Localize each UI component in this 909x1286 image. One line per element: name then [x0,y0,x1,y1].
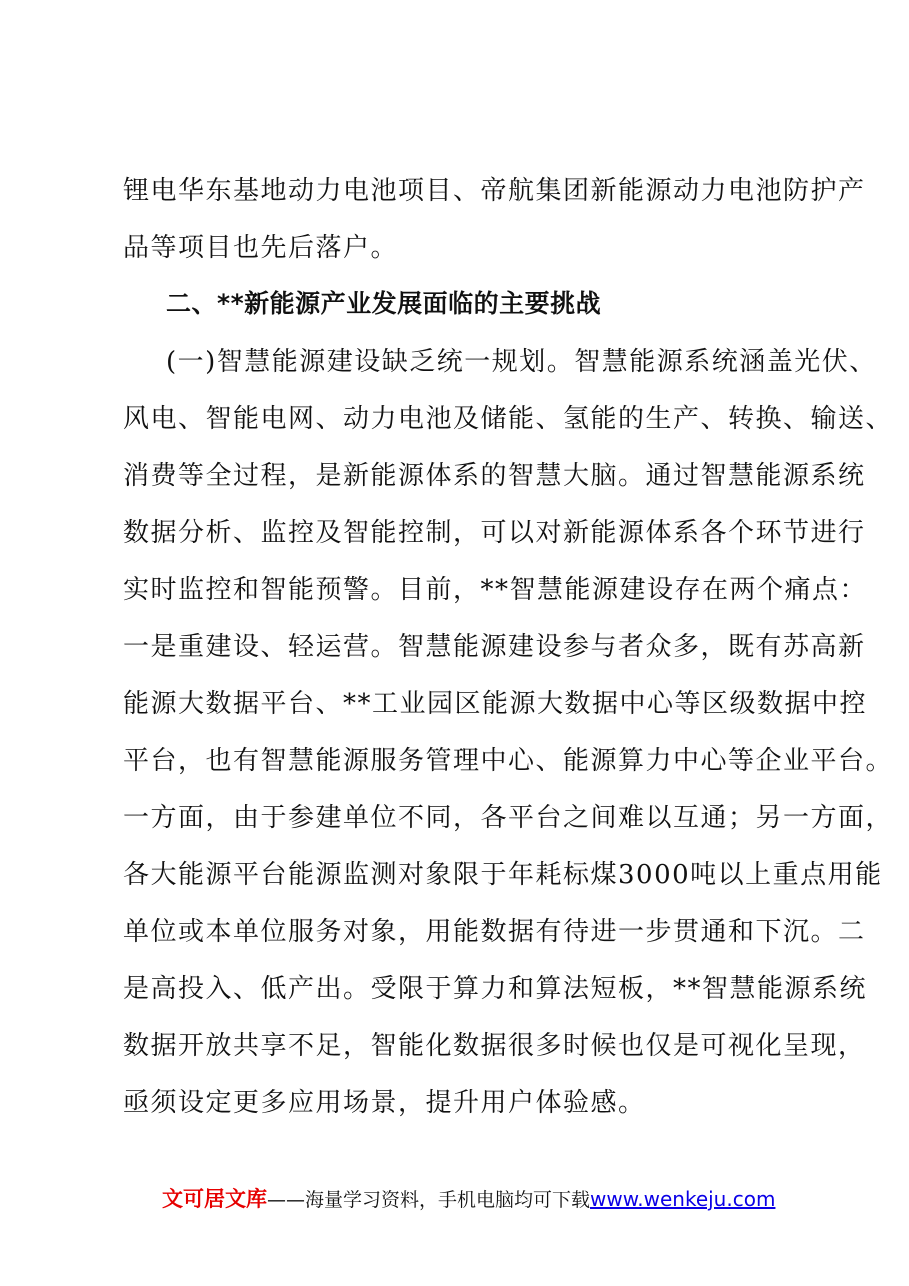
footer-website-link[interactable]: www.wenkeju.com [590,1187,776,1211]
text-line: 数据开放共享不足，智能化数据很多时候也仅是可视化呈现， [123,1031,866,1061]
text-line: 锂电华东基地动力电池项目、帝航集团新能源动力电池防护产 [123,176,866,206]
text-line: 实时监控和智能预警。目前，**智慧能源建设存在两个痛点： [123,575,868,605]
text-line: 各大能源平台能源监测对象限于年耗标煤3000吨以上重点用能 [123,860,883,890]
text-line: 一方面，由于参建单位不同，各平台之间难以互通；另一方面， [123,803,894,833]
footer-banner [162,1183,775,1213]
text-line: 能源大数据平台、**工业园区能源大数据中心等区级数据中控 [123,689,868,719]
footer-brand: 文可居文库 [162,1187,267,1211]
text-line: 亟须设定更多应用场景，提升用户体验感。 [123,1088,646,1118]
text-line: 数据分析、监控及智能控制，可以对新能源体系各个环节进行 [123,518,866,548]
section-heading: 二、**新能源产业发展面临的主要挑战 [166,289,602,318]
text-line: (一)智慧能源建设缺乏统一规划。智慧能源系统涵盖光伏、 [166,347,877,377]
text-line: 品等项目也先后落户。 [123,233,399,263]
text-line: 消费等全过程，是新能源体系的智慧大脑。通过智慧能源系统 [123,461,866,491]
text-line: 是高投入、低产出。受限于算力和算法短板，**智慧能源系统 [123,974,868,1004]
text-line: 单位或本单位服务对象，用能数据有待进一步贯通和下沉。二 [123,917,866,947]
text-line: 一是重建设、轻运营。智慧能源建设参与者众多，既有苏高新 [123,632,866,662]
footer-tagline: ——海量学习资料，手机电脑均可下载 [267,1189,591,1211]
text-line: 风电、智能电网、动力电池及储能、氢能的生产、转换、输送、 [123,404,894,434]
text-line: 平台，也有智慧能源服务管理中心、能源算力中心等企业平台。 [123,746,894,776]
